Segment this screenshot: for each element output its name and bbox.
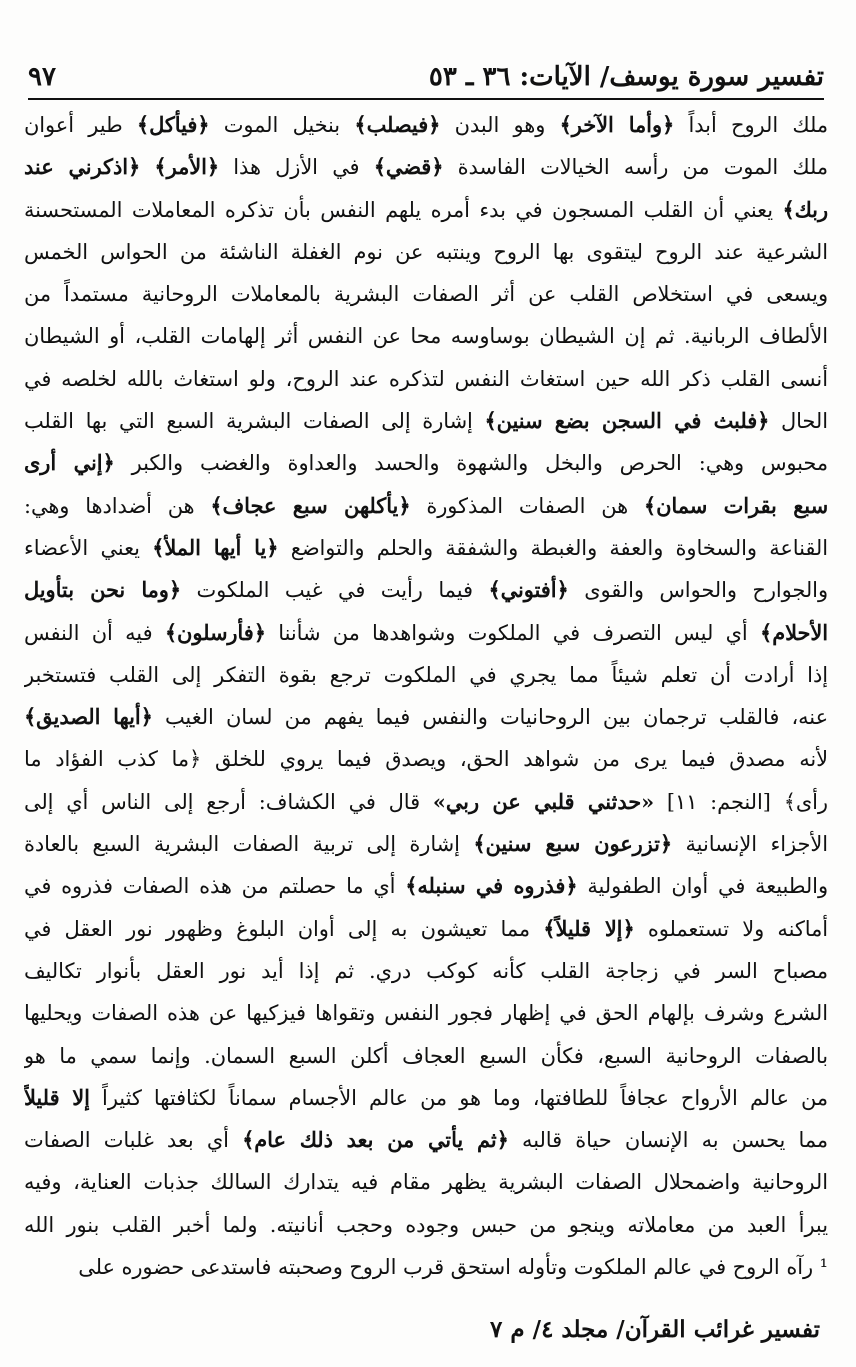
text-run: والطبيعة في أوان الطفولية [577,874,828,899]
text-run: إشارة إلى تربية الصفات البشرية السبع بالعادة [24,832,474,857]
text-line [24,231,828,273]
quran-quote: ﴿تزرعون سبع سنين﴾ [473,831,673,857]
page-number: ٩٧ [28,62,56,92]
text-run: يعني أن القلب المسجون في بدء أمره يلهم النفس بأن تذكره المعاملات المستحسنة [24,197,783,222]
text-run: من عالم الأرواح عجافاً للطافتها، وما هو من عالم الأجسام سماناً لكثافتها كثيراً [89,1085,828,1110]
text-run: الروحانية واضمحلال الصفات البشرية يظهر مقام فيه يتدارك السالك جذبات العناية، وفيه [24,1170,828,1195]
text-line [24,738,828,780]
quran-quote: ﴿فذروه في سنبله﴾ [405,873,578,899]
text-run: لأنه مصدق فيما يرى من شواهد الحق، ويصدق فيما يروي للخلق [201,747,828,772]
quran-quote: ﴿فأرسلون﴾ [164,619,266,645]
text-run: في الأزل هذا [219,155,374,180]
text-run: هن الصفات المذكورة [410,493,644,518]
text-run: الألطاف الربانية. ثم إن الشيطان بوساوسه محا عن النفس أثر إلهامات القلب، أو الشيطان [24,324,828,349]
text-run: القناعة والسخاوة والعفة والغبطة والشفقة والحلم والتواضع [278,535,828,560]
text-run: ¹ رآه الروح في عالم الملكوت وتأوله استحق قرب الروح وصحبته فاستدعى حضوره على [78,1255,828,1280]
text-run: وهو البدن [440,113,560,137]
text-run: الحال [769,409,828,434]
text-run: يبرأ العبد من معاملاته وينجو من حبس وجوده وحجب أنانيته. ولما أخبر القلب بنور الله [24,1212,828,1237]
text-run: مصباح السر في زجاجة القلب كأنه كوكب دري. ثم إذا أيد نور العقل بأنوار تكاليف [24,958,828,983]
quran-quote: ﴿وأما الآخر﴾ [559,112,675,137]
text-run [140,155,154,179]
text-run: أي ليس التصرف في الملكوت وشواهدها من شأننا [265,620,761,645]
text-line [24,1204,828,1246]
quran-quote: إلا قليلاً [24,1084,90,1110]
quran-quote: ﴿أيها الصديق﴾ [24,704,153,730]
quran-quote: ﴿أفتوني﴾ [488,577,569,603]
quran-quote: ﴿فيأكل﴾ [136,112,210,137]
text-line [24,485,828,527]
text-line [24,781,828,823]
quran-quote: ﴿فيصلب﴾ [354,112,441,137]
quran-quote: ﴿اذكرني عند [24,154,141,180]
text-run: بالصفات الروحانية السبع، فكأن السبع العجاف أكلن السبع السمان. وإنما سمي ما هو [24,1043,828,1068]
text-line [24,865,828,907]
text-line [24,104,828,146]
text-run: رأى﴾ [النجم: ١١] [654,789,828,814]
text-line [24,1077,828,1119]
footer-signature: تفسير غرائب القرآن/ مجلد ٤/ م ٧ [490,1316,820,1343]
text-line [24,442,828,484]
text-run: طير أعوان [24,113,137,137]
text-line [24,654,828,696]
text-run: يعني الأعضاء [24,535,153,560]
header-title: تفسير سورة يوسف/ الآيات: ٣٦ ـ ٥٣ [428,62,824,92]
text-run: محبوس وهي: الحرص والبخل والشهوة والحسد والعداوة والغضب والكبر [114,451,828,476]
quran-quote: الأحلام﴾ [760,619,828,645]
quran-quote: «حدثني قلبي عن ربي» [432,788,655,814]
quran-quote: ﴿وما نحن بتأويل [24,577,182,603]
text-line [24,1035,828,1077]
text-run: إشارة إلى الصفات البشرية السبع التي بها القلب [24,409,485,434]
text-run: فيه أن النفس [24,620,165,645]
text-run: والجوارح والحواس والقوى [568,578,828,603]
text-line [24,358,828,400]
quran-quote: ربك﴾ [782,196,828,222]
text-run: هن أضدادها وهي: [24,493,211,518]
text-line [24,1119,828,1161]
text-run: فيما رأيت في غيب الملكوت [181,578,489,603]
text-run: ﴿ما كذب الفؤاد ما [24,747,202,772]
quran-quote: ﴿يأكلهن سبع عجاف﴾ [210,492,411,518]
page-body-text [24,104,828,1288]
text-run: الشرعية عند الروح ليتقوى بها الروح وينتبه عن نوم الغفلة الناشئة من الحواس الخمس [24,239,828,264]
quran-quote: ﴿ثم يأتي من بعد ذلك عام﴾ [242,1127,509,1153]
text-run: ويسعى في استخلاص القلب عن أثر الصفات البشرية بالمعاملات الروحانية مستمداً من [24,282,828,307]
quran-quote: ﴿قضي﴾ [373,154,444,180]
text-line [24,569,828,611]
text-line [24,908,828,950]
text-run: أنسى القلب ذكر الله حين استغاث النفس لتذكره عند الروح، ولو استغاث بالله لخلصه في [24,366,828,391]
text-run: مما يحسن به الإنسان حياة قالبه [508,1128,828,1153]
text-line [24,950,828,992]
quran-quote: سبع بقرات سمان﴾ [643,492,828,518]
text-run: بنخيل الموت [209,113,355,137]
text-line [24,992,828,1034]
text-line [24,315,828,357]
text-line [24,612,828,654]
text-run: الأجزاء الإنسانية [672,832,828,857]
text-line [24,1246,828,1288]
text-line [24,189,828,231]
quran-quote: ﴿إلا قليلاً﴾ [543,915,635,941]
text-run: أي ما حصلتم من هذه الصفات فذروه في [24,874,406,899]
quran-quote: ﴿فلبث في السجن بضع سنين﴾ [484,408,770,434]
text-run: أي بعد غلبات الصفات [24,1128,243,1153]
quran-quote: ﴿إني أرى [24,450,115,476]
text-run: قال في الكشاف: أرجع إلى الناس أي إلى [24,789,433,814]
text-line [24,400,828,442]
text-run: الشرع وشرف بإلهام الحق في إظهار فجور النفس وتقواها فيزكيها عن هذه الصفات ويحليها [24,1001,828,1026]
text-run: ملك الروح أبداً [674,113,828,137]
text-line [24,146,828,188]
text-run: أماكنه ولا تستعملوه [634,916,828,941]
quran-quote: ﴿الأمر﴾ [154,154,220,180]
text-line [24,823,828,865]
text-line [24,273,828,315]
running-header [28,52,824,100]
text-line [24,1161,828,1203]
text-line [24,696,828,738]
text-run: إذا أرادت أن تعلم شيئاً مما يجري في الملكوت ترجع بقوة التفكر إلى القلب فتستخبر [24,662,828,687]
text-run: مما تعيشون به إلى أوان البلوغ وظهور نور العقل في [24,916,544,941]
text-line [24,527,828,569]
quran-quote: ﴿يا أيها الملأ﴾ [152,534,279,560]
text-run: ملك الموت من رأسه الخيالات الفاسدة [443,155,828,180]
text-run: عنه، فالقلب ترجمان بين الروحانيات والنفس فيما يفهم من لسان الغيب [152,705,828,730]
